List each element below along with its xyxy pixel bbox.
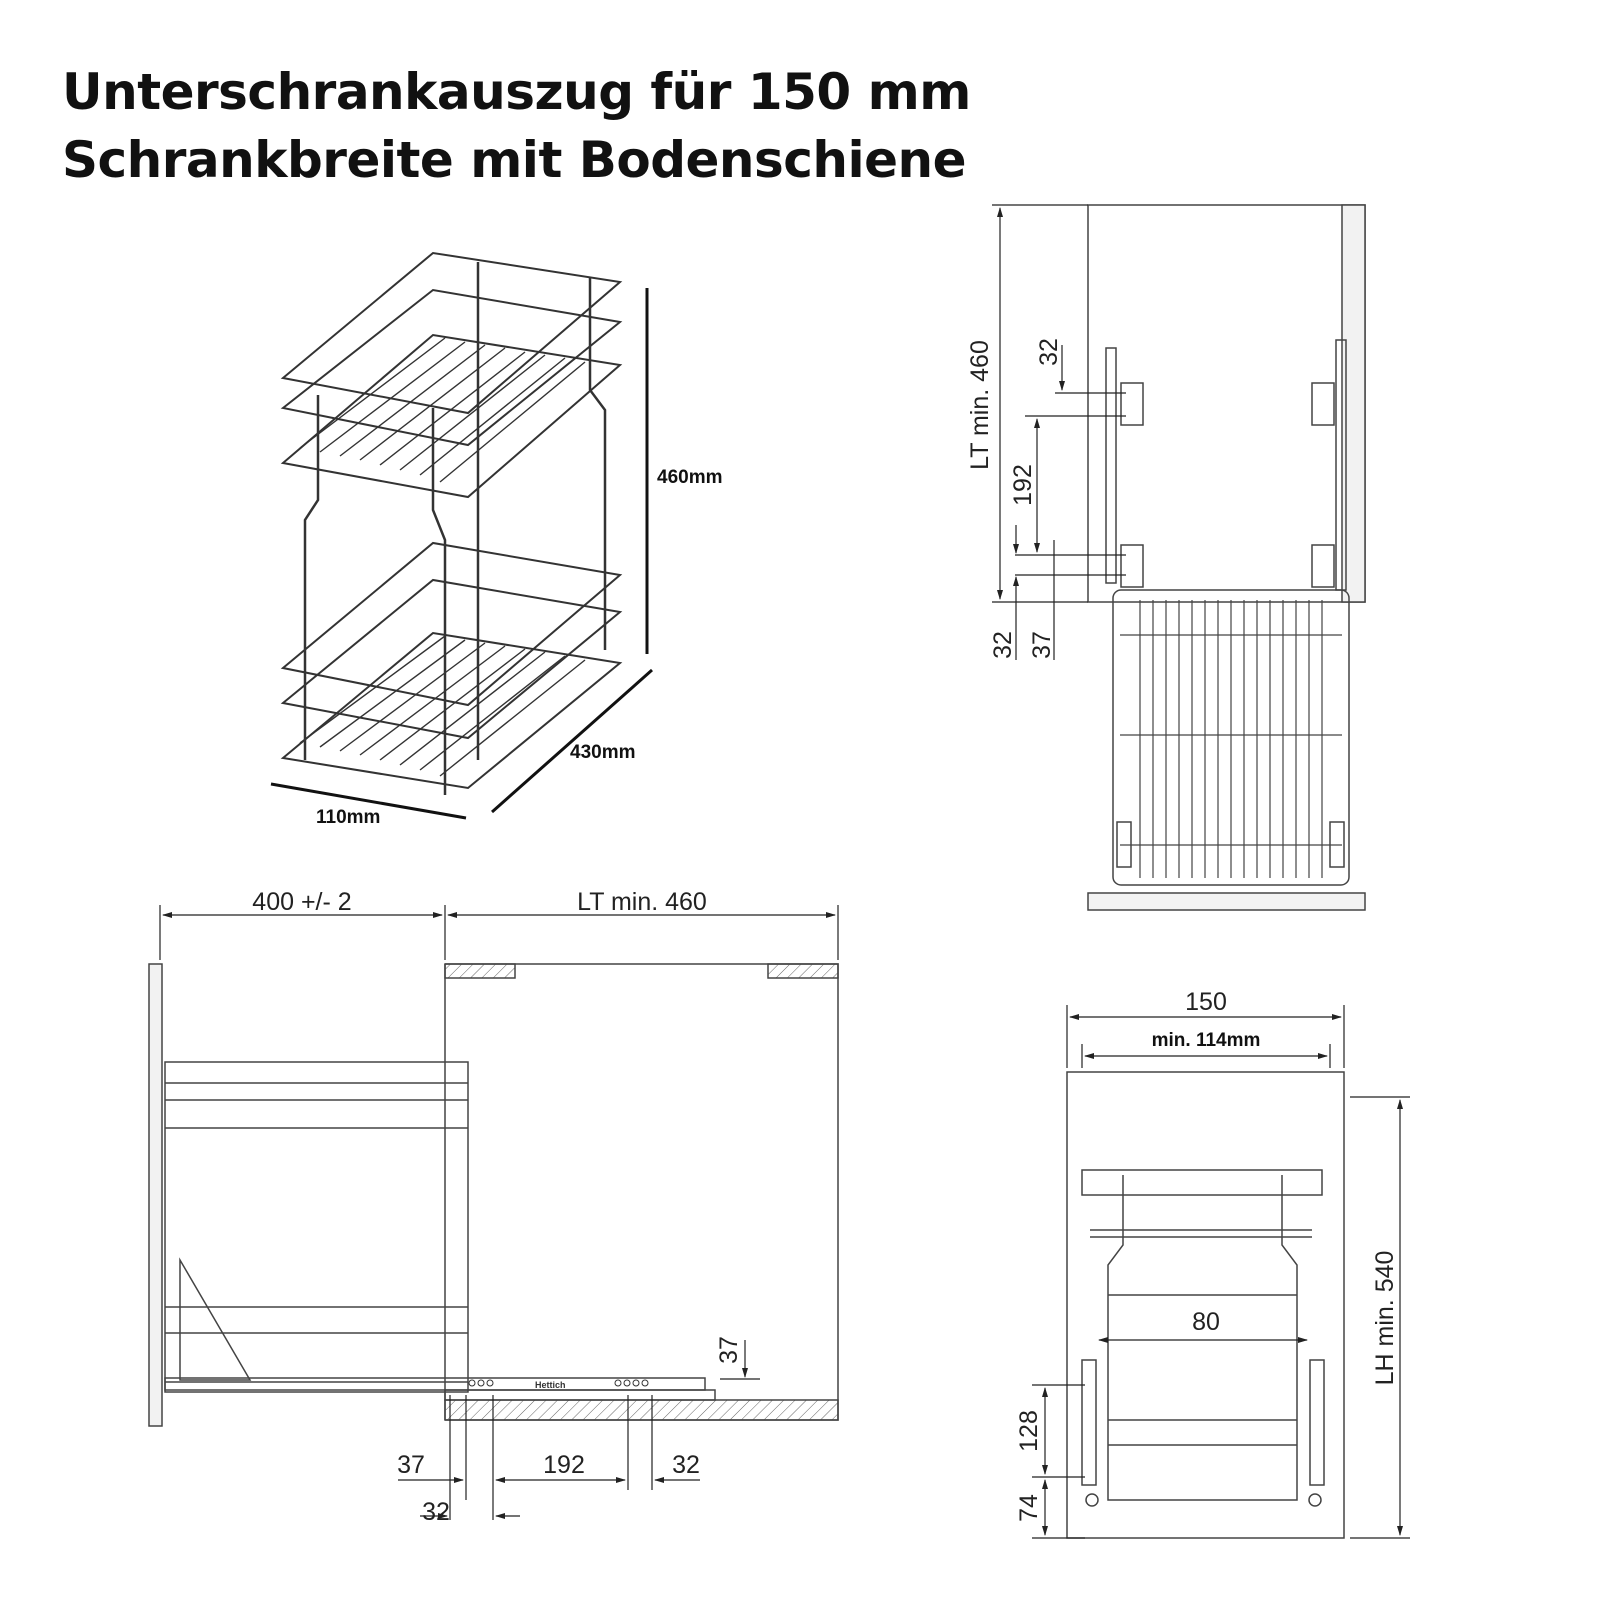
top-front-panel (1088, 893, 1365, 910)
top-view-drawing (1088, 205, 1365, 910)
front-rail-right (1310, 1360, 1324, 1485)
top-dim-192: 192 (1009, 464, 1037, 506)
top-bracket (1121, 545, 1143, 587)
side-view-dimensions (160, 905, 838, 1520)
top-bracket (1312, 545, 1334, 587)
front-lh-label: LH min. 540 (1371, 1250, 1399, 1386)
front-dim-80: 80 (1192, 1308, 1220, 1336)
side-bracket (180, 1260, 250, 1380)
iso-depth-line (492, 670, 652, 812)
top-dim-37: 37 (1028, 631, 1056, 659)
side-front-depth-label: 400 +/- 2 (252, 888, 352, 916)
side-dim-37-right: 37 (715, 1336, 743, 1364)
side-dim-32-bottom: 32 (422, 1498, 450, 1526)
title-line-1: Unterschrankauszug für 150 mm (62, 63, 971, 121)
top-dim-32-lower: 32 (989, 631, 1017, 659)
front-min-width: min. 114mm (1151, 1030, 1261, 1051)
front-rail-left (1082, 1360, 1096, 1485)
front-basket-frame (1108, 1175, 1297, 1500)
side-front-panel (149, 964, 162, 1426)
side-lt-label: LT min. 460 (577, 888, 707, 916)
iso-bottom-shelf-wires (300, 636, 585, 776)
front-top-rail (1082, 1170, 1322, 1195)
title-line-2: Schrankbreite mit Bodenschiene (62, 131, 967, 189)
iso-depth-label: 430mm (570, 742, 636, 763)
top-lt-label: LT min. 460 (966, 340, 994, 470)
front-dim-128: 128 (1015, 1410, 1043, 1452)
side-cabinet-outline (445, 964, 838, 1420)
side-floor (445, 1400, 838, 1420)
front-dim-74: 74 (1015, 1494, 1043, 1522)
iso-top-shelf-wires (300, 338, 585, 482)
side-dim-32-right: 32 (672, 1451, 700, 1479)
isometric-basket-view (283, 253, 620, 795)
front-view-drawing (1067, 1072, 1344, 1538)
side-dim-192: 192 (543, 1451, 585, 1479)
iso-dimensions (271, 288, 652, 818)
top-bracket (1121, 383, 1143, 425)
top-dim-32-upper: 32 (1035, 338, 1063, 366)
side-dim-37-bottom: 37 (397, 1451, 425, 1479)
front-width-150: 150 (1185, 988, 1227, 1016)
iso-height-label: 460mm (657, 467, 723, 488)
rail-brand-label: Hettich (535, 1380, 566, 1390)
iso-width-label: 110mm (316, 807, 381, 828)
top-bracket (1312, 383, 1334, 425)
side-basket-frame (165, 1062, 468, 1392)
top-cabinet-outline (1088, 205, 1365, 602)
top-basket-wires (1120, 600, 1342, 878)
front-view-dimensions (1032, 1005, 1410, 1538)
